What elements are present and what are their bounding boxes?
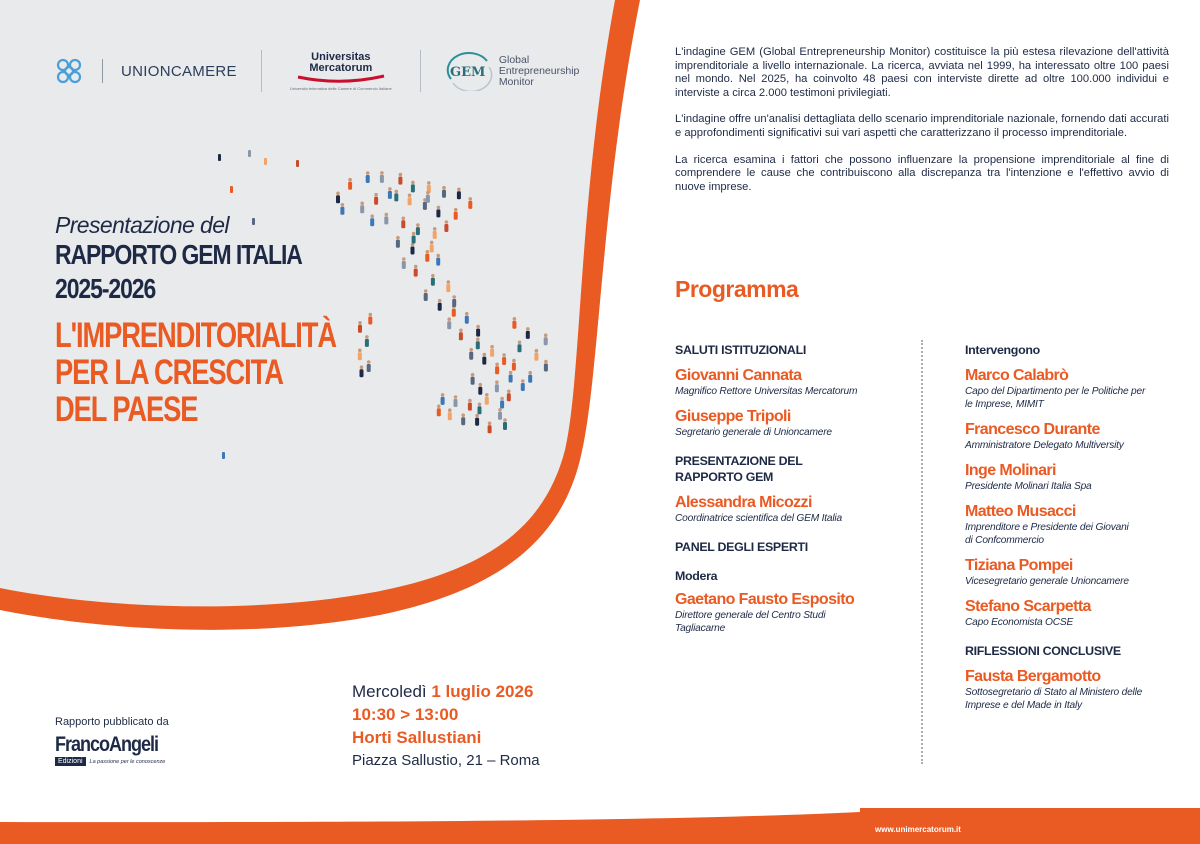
crowd-person-body [454,399,458,407]
event-date-value: 1 luglio 2026 [431,682,534,701]
crowd-person-body [446,284,450,292]
crowd-person-body [430,244,434,252]
crowd-person-head [374,193,378,197]
crowd-person-body [512,321,516,329]
programma-right-column [965,342,1175,712]
section-riflessioni: RIFLESSIONI CONCLUSIVE [965,644,1121,658]
speaker-role: di Confcommercio [965,535,1044,546]
speaker-role: Capo Economista OCSE [965,617,1074,628]
crowd-person-body [490,349,494,357]
crowd-person-head [457,188,461,192]
speaker-name: Marco Calabrò [965,367,1069,384]
crowd-person-body [336,195,340,203]
crowd-person-head [445,220,449,224]
crowd-person-head [448,408,452,412]
intro-paragraph-3: La ricerca esamina i fattori che possono influenzare la propensione imprenditoriale al fine di comprendere le cause che contribuiscono alla discrepanza tra l'intenzione e l'effettivo avvio di nuove imprese. [675,153,1169,193]
crowd-person-body [448,412,452,420]
crowd-person-body [436,258,440,266]
crowd-person-head [528,371,532,375]
event-address: Piazza Sallustio, 21 – Roma [352,752,540,769]
crowd-person-head [500,397,504,401]
crowd-person-head [399,173,403,177]
logo-separator [261,50,262,92]
crowd-person-head [416,223,420,227]
crowd-person-head [475,414,479,418]
crowd-person-head [461,413,465,417]
crowd-person-body [503,422,507,430]
speaker-name: Alessandra Micozzi [675,494,812,511]
crowd-person-body [444,224,448,232]
unioncamere-logo [52,54,237,88]
francoangeli-sub [55,757,175,766]
crowd-person-body [502,357,506,365]
crowd-person-body [441,397,445,405]
slogan-line3: DEL PAESE [55,390,198,429]
crowd-person-body [459,332,463,340]
speaker-name: Matteo Musacci [965,503,1076,520]
crowd-person-body [488,425,492,433]
crowd-person-body [398,177,402,185]
speaker-name: Giovanni Cannata [675,367,802,384]
crowd-person-head [341,203,345,207]
crowd-person-head [442,186,446,190]
crowd-person-body [476,341,480,349]
speaker-role: Imprenditore e Presidente dei Giovani [965,522,1129,533]
crowd-person-body [426,195,430,203]
crowd-person-body [438,303,442,311]
crowd-person-body [482,357,486,365]
crowd-person-head [441,393,445,397]
speaker-role: Segretario generale di Unioncamere [675,427,832,438]
crowd-person-head [526,327,530,331]
francoangeli-edizioni: Edizioni [55,757,86,766]
crowd-person-body [485,397,489,405]
rapporto-title: RAPPORTO GEM ITALIA [55,239,302,270]
crowd-person-head [424,289,428,293]
crowd-person-body [507,393,511,401]
event-day: Mercoledì [352,682,427,701]
intro-text [675,46,1169,207]
section-presentazione-l1: PRESENTAZIONE DEL [675,454,803,468]
crowd-person-head [411,181,415,185]
crowd-person-body [457,191,461,199]
crowd-person-head [454,395,458,399]
crowd-person-head [395,190,399,194]
crowd-stray-person [248,150,251,157]
crowd-person-head [433,227,437,231]
crowd-person-head [544,333,548,337]
gem-mark-icon [445,51,493,91]
crowd-person-head [454,208,458,212]
slogan-line1: L'IMPRENDITORIALITÀ [55,316,336,355]
crowd-person-head [380,171,384,175]
crowd-person-body [433,231,437,239]
speaker-name: Fausta Bergamotto [965,668,1101,685]
crowd-person-head [544,360,548,364]
speaker-role: le Imprese, MIMIT [965,399,1044,410]
crowd-person-head [509,371,513,375]
crowd-person-body [454,212,458,220]
crowd-person-head [503,418,507,422]
crowd-person-head [388,187,392,191]
event-details [352,680,540,772]
crowd-person-head [468,399,472,403]
crowd-person-body [424,293,428,301]
crowd-person-head [336,192,340,196]
crowd-person-body [521,383,525,391]
crowd-person-body [437,408,441,416]
crowd-person-body [408,197,412,205]
crowd-person-body [411,184,415,192]
intro-paragraph-1: L'indagine GEM (Global Entrepreneurship Monitor) costituisce la più estesa rilevazione dell'attività imprenditoriale a livello internazionale. La ricerca, avviata nel 1999, ha interessato oltre 100 paesi nel mondo. Nel 2025, ha coinvolto 48 paesi con interviste dirette ad oltre 100.000 individui e interviste a circa 2.000 testimoni privilegiati. [675,46,1169,99]
crowd-person-body [500,401,504,409]
section-presentazione-l2: RAPPORTO GEM [675,470,774,484]
speaker-role: Direttore generale del Centro Studi [675,610,826,621]
speaker-name: Giuseppe Tripoli [675,408,791,425]
crowd-person-head [521,379,525,383]
logo-separator [420,50,421,92]
crowd-person-body [476,329,480,337]
crowd-person-head [483,353,487,357]
website-link[interactable]: www.unimercatorum.it [875,825,961,834]
crowd-person-head [518,341,522,345]
programma-left-column [675,342,905,635]
section-panel: PANEL DEGLI ESPERTI [675,540,808,554]
crowd-person-body [512,363,516,371]
crowd-person-head [485,393,489,397]
crowd-person-head [471,373,475,377]
event-time: 10:30 > 13:00 [352,705,459,724]
crowd-person-head [426,250,430,254]
crowd-person-body [366,175,370,183]
crowd-person-head [479,383,483,387]
crowd-person-body [534,353,538,361]
crowd-person-body [528,375,532,383]
gem-text [499,55,580,88]
crowd-person-head [476,338,480,342]
event-date [352,680,540,703]
section-modera: Modera [675,569,718,583]
crowd-person-head [437,405,441,409]
publisher-label: Rapporto pubblicato da [55,716,169,728]
crowd-person-head [513,317,517,321]
programma-divider [921,340,923,764]
unioncamere-text: UNIONCAMERE [121,62,237,80]
crowd-person-body [465,316,469,324]
crowd-person-body [495,384,499,392]
logo-separator [102,59,103,83]
crowd-person-body [469,352,473,360]
gem-line3: Monitor [498,75,534,88]
crowd-person-head [430,241,434,245]
crowd-stray-person [222,452,225,459]
crowd-person-head [408,194,412,198]
crowd-person-head [437,206,441,210]
crowd-person-body [495,366,499,374]
event-venue: Horti Sallustiani [352,728,482,747]
crowd-person-head [495,363,499,367]
crowd-person-head [427,181,431,185]
crowd-person-body [526,331,530,339]
slogan-line2: PER LA CRESCITA [55,353,283,392]
crowd-stray-person [230,186,233,193]
speaker-role: Presidente Molinari Italia Spa [965,481,1092,492]
crowd-stray-person [264,158,267,165]
speaker-name: Inge Molinari [965,462,1056,479]
crowd-person-body [374,197,378,205]
crowd-person-head [366,171,370,175]
francoangeli-name: FrancoAngeli [55,733,159,756]
crowd-person-head [490,345,494,349]
intro-paragraph-2: L'indagine offre un'analisi dettagliata dello scenario imprenditoriale nazionale, fornendo dati accurati e approfondimenti significativi sui vari aspetti che caratterizzano il processo imprenditoriale. [675,113,1169,139]
crowd-person-body [425,254,429,262]
crowd-person-body [442,190,446,198]
speaker-role: Vicesegretario generale Unioncamere [965,576,1129,587]
crowd-person-body [423,202,427,210]
presentazione-label: Presentazione del [55,212,229,238]
crowd-person-body [394,193,398,201]
crowd-person-body [478,387,482,395]
francoangeli-tagline: La passione per le conoscenze [89,758,166,765]
crowd-person-body [348,182,352,190]
speaker-role: Tagliacarne [675,623,726,634]
section-saluti: SALUTI ISTITUZIONALI [675,343,806,357]
crowd-person-body [431,278,435,286]
crowd-person-body [509,375,513,383]
crowd-person-head [447,317,451,321]
crowd-person-body [436,209,440,217]
speaker-name: Tiziana Pompei [965,557,1073,574]
crowd-person-body [471,377,475,385]
speaker-role: Coordinatrice scientifica del GEM Italia [675,513,842,524]
crowd-person-head [478,403,482,407]
title-block [55,212,415,428]
crowd-person-body [518,344,522,352]
speaker-role: Capo del Dipartimento per le Politiche per [965,386,1146,397]
crowd-person-body [468,403,472,411]
crowd-person-body [452,299,456,307]
universitas-line2: Mercatorum [309,61,373,74]
speaker-name: Francesco Durante [965,421,1100,438]
programma-title: Programma [675,276,799,302]
crowd-person-head [498,408,502,412]
crowd-person-body [388,191,392,199]
universitas-small: Università telematica delle Camere di Commercio Italiane [289,85,392,91]
crowd-person-body [461,417,465,425]
crowd-person-head [488,422,492,426]
crowd-person-body [478,406,482,414]
crowd-person-head [447,280,451,284]
crowd-stray-person [296,160,299,167]
crowd-person-head [465,312,469,316]
crowd-person-body [544,364,548,372]
crowd-person-head [348,178,352,182]
crowd-person-head [507,390,511,394]
crowd-person-body [475,418,479,426]
speaker-name: Stefano Scarpetta [965,598,1091,615]
mercatorum-swoosh-icon [296,74,386,84]
gem-mark-text: GEM [449,65,486,80]
crowd-person-head [436,254,440,258]
crowd-person-head [469,348,473,352]
speaker-role: Magnifico Rettore Universitas Mercatorum [675,386,858,397]
crowd-person-head [476,325,480,329]
crowd-person-head [535,349,539,353]
crowd-stray-person [218,154,221,161]
gem-logo [445,51,580,91]
speaker-name: Gaetano Fausto Esposito [675,591,855,608]
crowd-person-head [502,353,506,357]
rapporto-years: 2025-2026 [55,273,156,304]
gem-line1: Global [498,53,530,66]
crowd-person-head [512,359,516,363]
gem-line2: Entrepreneurship [498,64,580,77]
crowd-person-head [426,191,430,195]
crowd-person-head [469,197,473,201]
section-intervengono: Intervengono [965,343,1040,357]
universitas-line1: Universitas [311,50,371,63]
crowd-person-body [544,337,548,345]
speaker-role: Imprese e del Made in Italy [965,700,1082,711]
speaker-role: Sottosegretario di Stato al Ministero delle [965,687,1143,698]
crowd-person-body [468,201,472,209]
slogan [55,317,415,428]
crowd-person-head [452,295,456,299]
crowd-person-body [452,309,456,317]
unioncamere-icon [52,54,86,88]
crowd-person-head [495,380,499,384]
crowd-person-body [380,175,384,183]
crowd-person-head [459,329,463,333]
francoangeli-logo [55,734,175,766]
crowd-person-head [360,202,364,206]
partner-logos [52,46,579,96]
speaker-role: Amministratore Delegato Multiversity [965,440,1124,451]
crowd-person-body [498,412,502,420]
crowd-person-head [438,299,442,303]
universitas-mercatorum-logo [286,52,396,91]
crowd-person-body [416,227,420,235]
crowd-person-body [447,321,451,329]
crowd-person-head [431,274,435,278]
